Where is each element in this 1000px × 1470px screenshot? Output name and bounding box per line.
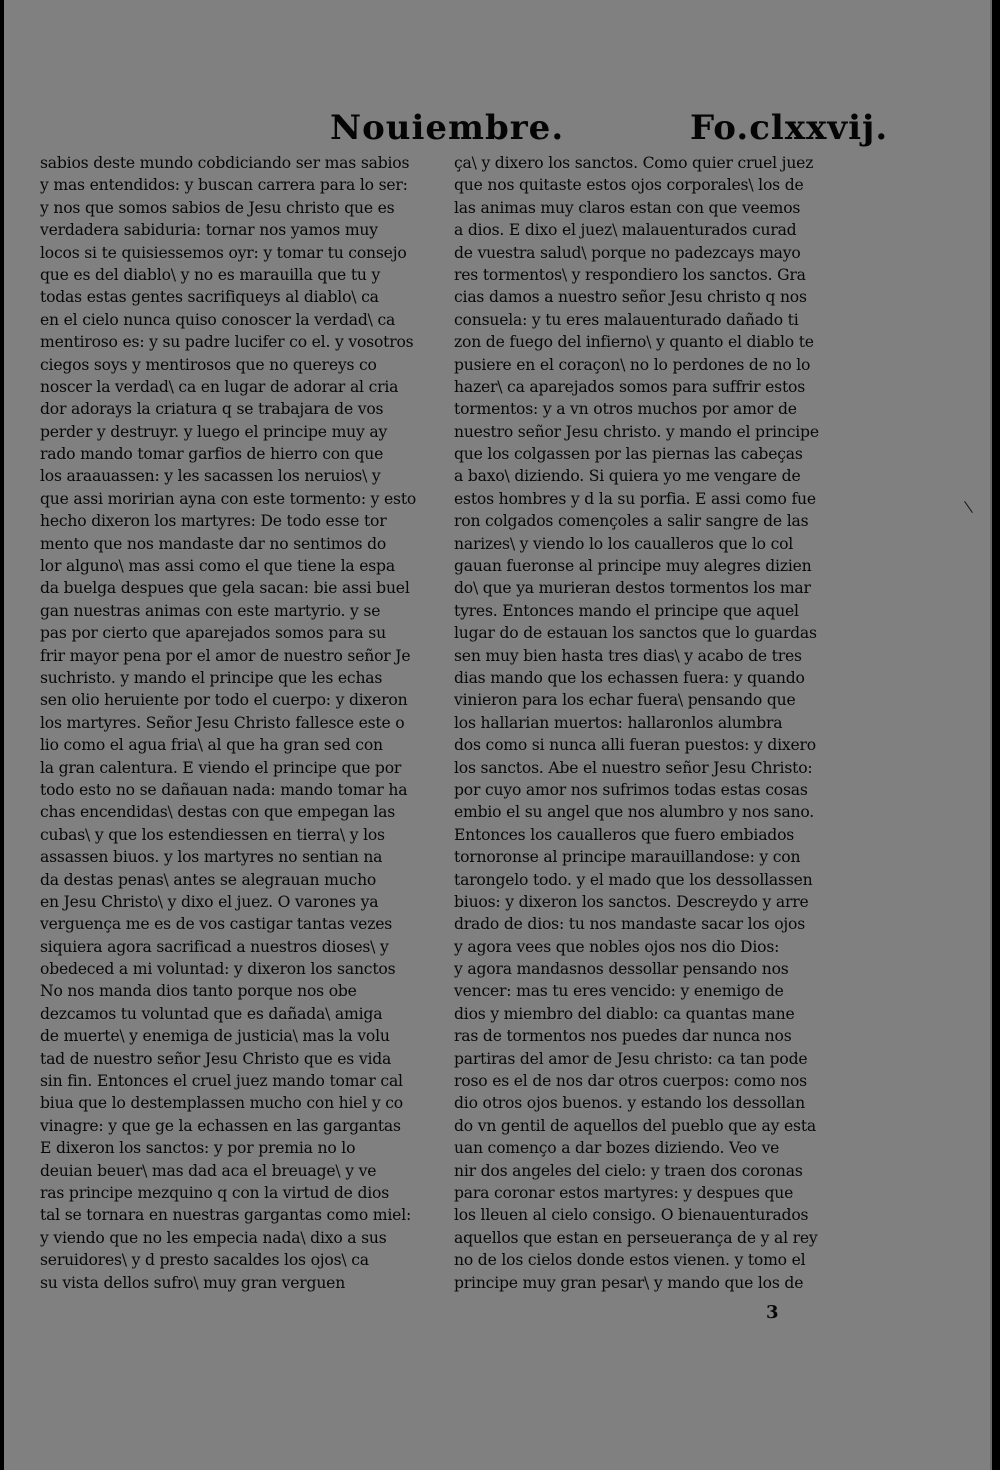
text-line: lor alguno\ mas assi como el que tiene la espa bbox=[40, 557, 395, 576]
text-line: frir mayor pena por el amor de nuestro señor Je bbox=[40, 646, 411, 665]
text-line: aquellos que estan en perseuerança de y al rey bbox=[454, 1228, 818, 1247]
text-line: da buelga despues que gela sacan: bie assi buel bbox=[40, 579, 410, 598]
text-line: para coronar estos martyres: y despues que bbox=[454, 1183, 794, 1202]
text-line: deuian beuer\ mas dad aca el breuage\ y ve bbox=[40, 1161, 377, 1180]
text-line: ron colgados començoles a salir sangre de las bbox=[454, 512, 809, 531]
text-line: los martyres. Señor Jesu Christo fallesce este o bbox=[40, 713, 405, 732]
text-line: noscer la verdad\ ca en lugar de adorar al cria bbox=[40, 377, 399, 396]
running-title: Nouiembre. bbox=[330, 108, 565, 148]
text-line: ça\ y dixero los sanctos. Como quier cruel juez bbox=[454, 154, 814, 172]
text-line: assassen biuos. y los martyres no sentian na bbox=[40, 848, 383, 867]
text-line: Entonces los caualleros que fuero embiados bbox=[454, 825, 795, 844]
text-line: mentiroso es: y su padre lucifer co el. y vosotros bbox=[40, 333, 414, 352]
text-line: dor adorays la criatura q se trabajara de vos bbox=[40, 400, 384, 419]
text-line: rado mando tomar garfios de hierro con que bbox=[40, 445, 384, 464]
text-line: verdadera sabiduria: tornar nos yamos muy bbox=[40, 221, 378, 240]
text-line: tad de nuestro señor Jesu Christo que es vida bbox=[40, 1049, 392, 1068]
text-line: uan començo a dar bozes diziendo. Veo ve bbox=[454, 1139, 780, 1158]
folio-number: Fo.clxxvij. bbox=[690, 108, 889, 148]
text-line: do\ que ya murieran destos tormentos los mar bbox=[454, 579, 811, 598]
text-line: su vista dellos sufro\ muy gran verguen bbox=[40, 1273, 346, 1292]
text-line: que los colgassen por las piernas las cabeças bbox=[454, 445, 803, 464]
text-line: tal se tornara en nuestras gargantas como miel: bbox=[40, 1206, 412, 1225]
text-line: consuela: y tu eres malauenturado dañado ti bbox=[454, 310, 799, 329]
text-line: ciegos soys y mentirosos que no quereys co bbox=[40, 355, 377, 374]
text-line: res tormentos\ y respondiero los sanctos. Gra bbox=[454, 265, 806, 284]
text-line: pusiere en el coraçon\ no lo perdones de no lo bbox=[454, 355, 811, 374]
text-line: y nos que somos sabios de Jesu christo que es bbox=[40, 198, 395, 217]
text-line: sen muy bien hasta tres dias\ y acabo de tres bbox=[454, 646, 802, 665]
text-line: nir dos angeles del cielo: y traen dos coronas bbox=[454, 1161, 803, 1180]
text-line: gan nuestras animas con este martyrio. y se bbox=[40, 601, 381, 620]
text-line: vinagre: y que ge la echassen en las gargantas bbox=[40, 1116, 401, 1135]
text-line: a baxo\ diziendo. Si quiera yo me vengare de bbox=[454, 467, 801, 486]
text-line: siquiera agora sacrificad a nuestros dioses\ y bbox=[40, 937, 389, 956]
text-line: tarongelo todo. y el mado que los dessollassen bbox=[454, 870, 813, 889]
text-line: tornoronse al principe marauillandose: y con bbox=[454, 848, 801, 867]
text-line: cias damos a nuestro señor Jesu christo q nos bbox=[454, 288, 807, 307]
text-line: todo esto no se dañauan nada: mando tomar ha bbox=[40, 780, 408, 799]
text-line: drado de dios: tu nos mandaste sacar los ojos bbox=[454, 915, 806, 934]
text-line: sen olio heruiente por todo el cuerpo: y dixeron bbox=[40, 691, 408, 710]
text-line: y agora mandasnos dessollar pensando nos bbox=[454, 960, 789, 979]
text-line: vencer: mas tu eres vencido: y enemigo de bbox=[454, 982, 784, 1001]
text-line: dias mando que los echassen fuera: y quando bbox=[454, 668, 805, 687]
text-line: en Jesu Christo\ y dixo el juez. O varones ya bbox=[40, 892, 379, 911]
right-text-column bbox=[454, 152, 854, 1294]
text-line: suchristo. y mando el principe que les echas bbox=[40, 668, 383, 687]
text-line: en el cielo nunca quiso conoscer la verdad\ ca bbox=[40, 310, 396, 329]
text-line: nuestro señor Jesu christo. y mando el principe bbox=[454, 422, 819, 441]
text-line: lugar do de estauan los sanctos que lo guardas bbox=[454, 624, 817, 643]
text-line: do vn gentil de aquellos del pueblo que ay esta bbox=[454, 1116, 817, 1135]
text-line: hecho dixeron los martyres: De todo esse tor bbox=[40, 512, 387, 531]
book-page bbox=[4, 0, 992, 1470]
text-line: los hallarian muertos: hallaronlos alumbra bbox=[454, 713, 783, 732]
text-line: de vuestra salud\ porque no padezcays mayo bbox=[454, 243, 801, 262]
text-line: chas encendidas\ destas con que empegan las bbox=[40, 803, 396, 822]
text-line: vinieron para los echar fuera\ pensando que bbox=[454, 691, 796, 710]
text-line: y viendo que no les empecia nada\ dixo a sus bbox=[40, 1228, 387, 1247]
text-line: obedeced a mi voluntad: y dixeron los sanctos bbox=[40, 960, 396, 979]
page-header bbox=[4, 108, 990, 152]
text-line: que nos quitaste estos ojos corporales\ los de bbox=[454, 176, 804, 195]
text-line: sabios deste mundo cobdiciando ser mas sabios bbox=[40, 154, 410, 172]
text-line: biuos: y dixeron los sanctos. Descreydo y arre bbox=[454, 892, 809, 911]
text-line: por cuyo amor nos sufrimos todas estas cosas bbox=[454, 780, 808, 799]
text-line: a dios. E dixo el juez\ malauenturados curad bbox=[454, 221, 797, 240]
text-line: y agora vees que nobles ojos nos dio Dios: bbox=[454, 937, 780, 956]
text-line: de muerte\ y enemiga de justicia\ mas la volu bbox=[40, 1027, 390, 1046]
text-line: los sanctos. Abe el nuestro señor Jesu Christo: bbox=[454, 758, 813, 777]
text-line: tormentos: y a vn otros muchos por amor de bbox=[454, 400, 797, 419]
text-line: la gran calentura. E viendo el principe que por bbox=[40, 758, 402, 777]
text-line: narizes\ y viendo lo los caualleros que lo col bbox=[454, 534, 794, 553]
text-line: las animas muy claros estan con que veemos bbox=[454, 198, 801, 217]
text-line: los araauassen: y les sacassen los neruios\ y bbox=[40, 467, 381, 486]
text-line: sin fin. Entonces el cruel juez mando tomar cal bbox=[40, 1072, 403, 1091]
text-line: que assi moririan ayna con este tormento: y esto bbox=[40, 489, 417, 508]
text-line: pas por cierto que aparejados somos para su bbox=[40, 624, 386, 643]
text-line: dio otros ojos buenos. y estando los dessollan bbox=[454, 1094, 805, 1113]
text-line: ras de tormentos nos puedes dar nunca nos bbox=[454, 1027, 792, 1046]
text-line: gauan fueronse al principe muy alegres dizien bbox=[454, 557, 812, 576]
text-line: principe muy gran pesar\ y mando que los de bbox=[454, 1273, 804, 1292]
text-line: partiras del amor de Jesu christo: ca tan pode bbox=[454, 1049, 808, 1068]
text-line: E dixeron los sanctos: y por premia no lo bbox=[40, 1139, 356, 1158]
text-line: y mas entendidos: y buscan carrera para lo ser: bbox=[40, 176, 408, 195]
text-line: da destas penas\ antes se alegrauan mucho bbox=[40, 870, 377, 889]
text-line: perder y destruyr. y luego el principe muy ay bbox=[40, 422, 388, 441]
left-text-column bbox=[40, 152, 436, 1294]
text-line: cubas\ y que los estendiessen en tierra\ y los bbox=[40, 825, 385, 844]
text-line: roso es el de nos dar otros cuerpos: como nos bbox=[454, 1072, 807, 1091]
signature-mark: 3 bbox=[766, 1302, 779, 1323]
text-line: embio el su angel que nos alumbro y nos sano. bbox=[454, 803, 815, 822]
text-line: estos hombres y d la su porfia. E assi como fue bbox=[454, 489, 816, 508]
text-line: hazer\ ca aparejados somos para suffrir estos bbox=[454, 377, 805, 396]
text-line: no de los cielos donde estos vienen. y tomo el bbox=[454, 1251, 806, 1270]
text-line: ras principe mezquino q con la virtud de dios bbox=[40, 1183, 390, 1202]
text-line: locos si te quisiessemos oyr: y tomar tu consejo bbox=[40, 243, 407, 262]
text-line: tyres. Entonces mando el principe que aquel bbox=[454, 601, 799, 620]
text-line: verguença me es de vos castigar tantas vezes bbox=[40, 915, 393, 934]
text-line: biua que lo destemplassen mucho con hiel y co bbox=[40, 1094, 403, 1113]
text-line: zon de fuego del infierno\ y quanto el diablo te bbox=[454, 333, 814, 352]
text-line: todas estas gentes sacrifiqueys al diablo\ ca bbox=[40, 288, 379, 307]
text-line: que es del diablo\ y no es marauilla que tu y bbox=[40, 265, 381, 284]
text-line: seruidores\ y d presto sacaldes los ojos\ ca bbox=[40, 1251, 369, 1270]
text-line: dos como si nunca alli fueran puestos: y dixero bbox=[454, 736, 816, 755]
text-line: dios y miembro del diablo: ca quantas mane bbox=[454, 1004, 795, 1023]
text-line: los lleuen al cielo consigo. O bienauenturados bbox=[454, 1206, 809, 1225]
text-line: mento que nos mandaste dar no sentimos do bbox=[40, 534, 387, 553]
text-line: lio como el agua fria\ al que ha gran sed con bbox=[40, 736, 383, 755]
text-line: No nos manda dios tanto porque nos obe bbox=[40, 982, 357, 1001]
text-line: dezcamos tu voluntad que es dañada\ amiga bbox=[40, 1004, 383, 1023]
